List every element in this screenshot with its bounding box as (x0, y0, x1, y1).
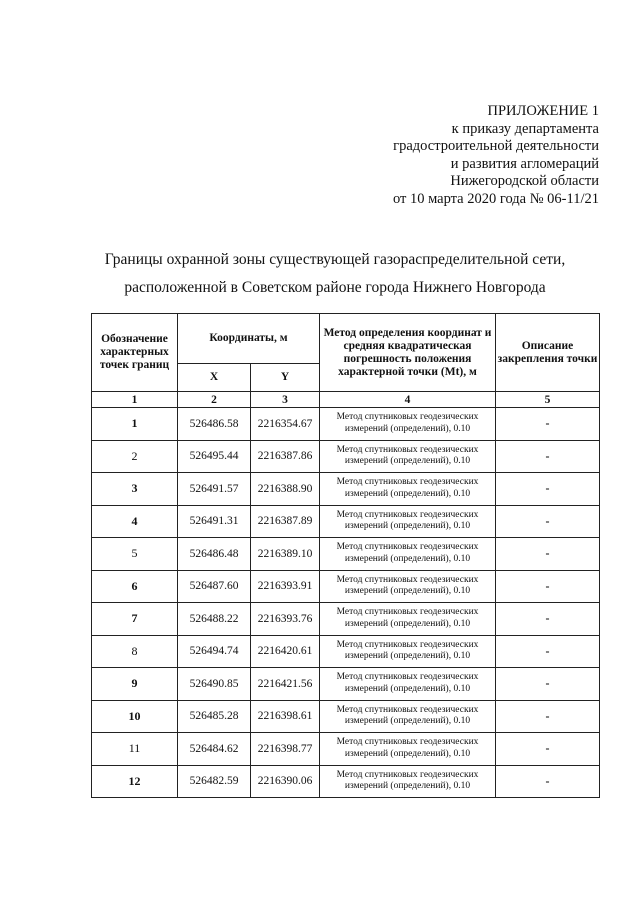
column-number: 1 (92, 392, 178, 408)
header-point-designation: Обозначение характерных точек границ (92, 314, 178, 392)
method-cell: Метод спутниковых геодезических измерений (определений), 0.10 (320, 408, 496, 441)
coord-x: 526491.31 (178, 505, 251, 538)
coord-y: 2216388.90 (251, 473, 320, 506)
coord-x: 526487.60 (178, 570, 251, 603)
column-number: 5 (496, 392, 600, 408)
coord-y: 2216387.89 (251, 505, 320, 538)
table-row (92, 603, 600, 636)
description-cell: - (496, 440, 600, 473)
table-row (92, 440, 600, 473)
appendix-line: от 10 марта 2020 года № 06-11/21 (392, 190, 599, 207)
method-cell: Метод спутниковых геодезических измерений (определений), 0.10 (320, 635, 496, 668)
appendix-line: ПРИЛОЖЕНИЕ 1 (487, 103, 599, 119)
coord-y: 2216354.67 (251, 408, 320, 441)
coord-x: 526495.44 (178, 440, 251, 473)
header-coordinates: Координаты, м (178, 314, 320, 364)
coord-y: 2216393.76 (251, 603, 320, 636)
description-cell: - (496, 570, 600, 603)
point-id: 2 (92, 440, 178, 473)
header-method: Метод определения координат и средняя квадратическая погрешность положения характерной точки (Mt), м (320, 314, 496, 392)
method-cell: Метод спутниковых геодезических измерений (определений), 0.10 (320, 440, 496, 473)
column-number-row (92, 392, 600, 408)
coord-x: 526490.85 (178, 668, 251, 701)
coord-y: 2216389.10 (251, 538, 320, 571)
coord-y: 2216421.56 (251, 668, 320, 701)
method-cell: Метод спутниковых геодезических измерений (определений), 0.10 (320, 538, 496, 571)
point-id: 4 (92, 505, 178, 538)
coord-x: 526491.57 (178, 473, 251, 506)
method-cell: Метод спутниковых геодезических измерений (определений), 0.10 (320, 700, 496, 733)
boundary-points-table (91, 313, 600, 798)
appendix-line: Нижегородской области (450, 173, 599, 190)
appendix-line: к приказу департамента (451, 120, 599, 137)
coord-y: 2216398.61 (251, 700, 320, 733)
method-cell: Метод спутниковых геодезических измерений (определений), 0.10 (320, 570, 496, 603)
description-cell: - (496, 603, 600, 636)
header-y: Y (251, 364, 320, 392)
point-id: 9 (92, 668, 178, 701)
coord-y: 2216393.91 (251, 570, 320, 603)
column-number: 3 (251, 392, 320, 408)
title-line-1: Границы охранной зоны существующей газораспределительной сети, (104, 251, 566, 268)
point-id: 7 (92, 603, 178, 636)
description-cell: - (496, 538, 600, 571)
table-row (92, 408, 600, 441)
table-row (92, 538, 600, 571)
method-cell: Метод спутниковых геодезических измерений (определений), 0.10 (320, 733, 496, 766)
method-cell: Метод спутниковых геодезических измерений (определений), 0.10 (320, 603, 496, 636)
table-row (92, 570, 600, 603)
point-id: 11 (92, 733, 178, 766)
point-id: 10 (92, 700, 178, 733)
appendix-line: и развития агломераций (450, 155, 599, 172)
column-number: 2 (178, 392, 251, 408)
coord-x: 526485.28 (178, 700, 251, 733)
point-id: 8 (92, 635, 178, 668)
point-id: 1 (92, 408, 178, 441)
description-cell: - (496, 505, 600, 538)
method-cell: Метод спутниковых геодезических измерений (определений), 0.10 (320, 668, 496, 701)
point-id: 3 (92, 473, 178, 506)
appendix-header (299, 103, 599, 209)
table-row (92, 668, 600, 701)
table-row (92, 505, 600, 538)
description-cell: - (496, 700, 600, 733)
method-cell: Метод спутниковых геодезических измерений (определений), 0.10 (320, 473, 496, 506)
coord-y: 2216390.06 (251, 765, 320, 798)
coord-x: 526488.22 (178, 603, 251, 636)
table-row (92, 765, 600, 798)
point-id: 12 (92, 765, 178, 798)
appendix-line: градостроительной деятельности (393, 138, 599, 155)
description-cell: - (496, 733, 600, 766)
header-x: X (178, 364, 251, 392)
coord-x: 526494.74 (178, 635, 251, 668)
document-title (60, 246, 610, 302)
header-description: Описание закрепления точки (496, 314, 600, 392)
coord-x: 526482.59 (178, 765, 251, 798)
point-id: 5 (92, 538, 178, 571)
description-cell: - (496, 668, 600, 701)
table-row (92, 473, 600, 506)
description-cell: - (496, 635, 600, 668)
coord-x: 526486.48 (178, 538, 251, 571)
table-header-row (92, 314, 600, 364)
description-cell: - (496, 473, 600, 506)
coord-y: 2216398.77 (251, 733, 320, 766)
coord-x: 526484.62 (178, 733, 251, 766)
title-line-2: расположенной в Советском районе города Нижнего Новгорода (124, 279, 546, 296)
method-cell: Метод спутниковых геодезических измерений (определений), 0.10 (320, 765, 496, 798)
coord-y: 2216420.61 (251, 635, 320, 668)
column-number: 4 (320, 392, 496, 408)
description-cell: - (496, 765, 600, 798)
table-row (92, 635, 600, 668)
method-cell: Метод спутниковых геодезических измерений (определений), 0.10 (320, 505, 496, 538)
table-row (92, 700, 600, 733)
description-cell: - (496, 408, 600, 441)
table-row (92, 733, 600, 766)
point-id: 6 (92, 570, 178, 603)
coord-y: 2216387.86 (251, 440, 320, 473)
coord-x: 526486.58 (178, 408, 251, 441)
